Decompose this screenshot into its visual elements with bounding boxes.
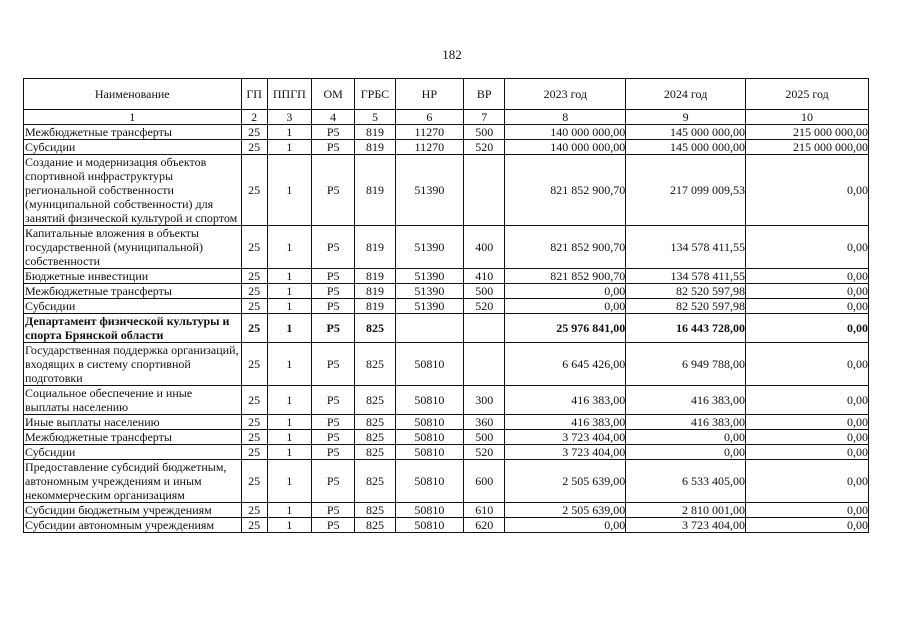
row-name: Межбюджетные трансферты (24, 125, 242, 140)
column-number: 2 (241, 110, 267, 125)
amount-2023: 416 383,00 (505, 386, 626, 415)
amount-2024: 6 533 405,00 (626, 460, 746, 503)
cell-grbs: 825 (355, 445, 395, 460)
cell-gp: 25 (241, 226, 267, 269)
cell-om: Р5 (312, 503, 355, 518)
cell-ppgp: 1 (267, 140, 311, 155)
cell-vr: 600 (464, 460, 505, 503)
cell-ppgp: 1 (267, 155, 311, 226)
column-header: 2024 год (626, 79, 746, 110)
row-name: Государственная поддержка организаций, входящих в систему спортивной подготовки (24, 343, 242, 386)
column-number: 9 (626, 110, 746, 125)
cell-grbs: 819 (355, 226, 395, 269)
cell-gp: 25 (241, 518, 267, 533)
cell-vr: 520 (464, 299, 505, 314)
cell-om: Р5 (312, 269, 355, 284)
table-row (24, 314, 869, 343)
row-name: Субсидии (24, 299, 242, 314)
amount-2025: 0,00 (746, 460, 869, 503)
row-name: Создание и модернизация объектов спортивной инфраструктуры региональной собственности (муниципальной собственности) для занятий физической культурой и спортом (24, 155, 242, 226)
cell-om: Р5 (312, 430, 355, 445)
cell-vr: 410 (464, 269, 505, 284)
cell-ppgp: 1 (267, 445, 311, 460)
amount-2024: 416 383,00 (626, 386, 746, 415)
table-body (24, 125, 869, 533)
cell-gp: 25 (241, 140, 267, 155)
cell-nr: 51390 (395, 269, 463, 284)
cell-vr: 500 (464, 125, 505, 140)
row-name: Субсидии (24, 445, 242, 460)
cell-ppgp: 1 (267, 460, 311, 503)
amount-2025: 0,00 (746, 518, 869, 533)
column-header: ОМ (312, 79, 355, 110)
table-row (24, 284, 869, 299)
cell-ppgp: 1 (267, 226, 311, 269)
column-number: 8 (505, 110, 626, 125)
cell-grbs: 825 (355, 386, 395, 415)
cell-vr (464, 343, 505, 386)
cell-om: Р5 (312, 518, 355, 533)
table-row (24, 460, 869, 503)
amount-2023: 140 000 000,00 (505, 125, 626, 140)
amount-2023: 6 645 426,00 (505, 343, 626, 386)
cell-gp: 25 (241, 445, 267, 460)
amount-2024: 82 520 597,98 (626, 284, 746, 299)
table-row (24, 503, 869, 518)
page-number: 182 (442, 47, 462, 62)
amount-2023: 2 505 639,00 (505, 503, 626, 518)
column-number: 4 (312, 110, 355, 125)
amount-2025: 0,00 (746, 503, 869, 518)
cell-grbs: 825 (355, 503, 395, 518)
amount-2023: 0,00 (505, 284, 626, 299)
cell-nr: 51390 (395, 155, 463, 226)
cell-vr: 360 (464, 415, 505, 430)
cell-gp: 25 (241, 314, 267, 343)
amount-2023: 821 852 900,70 (505, 155, 626, 226)
table-row (24, 269, 869, 284)
table-row (24, 415, 869, 430)
header-row (24, 79, 869, 110)
amount-2024: 134 578 411,55 (626, 226, 746, 269)
cell-vr: 610 (464, 503, 505, 518)
cell-grbs: 819 (355, 284, 395, 299)
cell-om: Р5 (312, 460, 355, 503)
amount-2025: 0,00 (746, 269, 869, 284)
cell-grbs: 825 (355, 415, 395, 430)
cell-om: Р5 (312, 226, 355, 269)
column-header: ГП (241, 79, 267, 110)
cell-om: Р5 (312, 415, 355, 430)
cell-om: Р5 (312, 155, 355, 226)
amount-2024: 0,00 (626, 430, 746, 445)
cell-ppgp: 1 (267, 299, 311, 314)
cell-vr: 520 (464, 445, 505, 460)
amount-2025: 0,00 (746, 386, 869, 415)
table-row (24, 445, 869, 460)
column-number: 3 (267, 110, 311, 125)
cell-grbs: 819 (355, 155, 395, 226)
amount-2025: 0,00 (746, 415, 869, 430)
table-row (24, 343, 869, 386)
cell-grbs: 819 (355, 269, 395, 284)
amount-2025: 0,00 (746, 155, 869, 226)
amount-2023: 821 852 900,70 (505, 226, 626, 269)
cell-gp: 25 (241, 299, 267, 314)
row-name: Департамент физической культуры и спорта Брянской области (24, 314, 242, 343)
column-header: Наименование (24, 79, 242, 110)
column-number: 7 (464, 110, 505, 125)
cell-grbs: 819 (355, 140, 395, 155)
cell-nr: 11270 (395, 125, 463, 140)
row-name: Межбюджетные трансферты (24, 284, 242, 299)
amount-2025: 0,00 (746, 430, 869, 445)
cell-grbs: 825 (355, 343, 395, 386)
amount-2025: 215 000 000,00 (746, 140, 869, 155)
cell-om: Р5 (312, 299, 355, 314)
amount-2023: 3 723 404,00 (505, 445, 626, 460)
amount-2024: 0,00 (626, 445, 746, 460)
column-number: 10 (746, 110, 869, 125)
amount-2025: 0,00 (746, 226, 869, 269)
amount-2025: 0,00 (746, 284, 869, 299)
amount-2024: 145 000 000,00 (626, 140, 746, 155)
row-name: Межбюджетные трансферты (24, 430, 242, 445)
cell-grbs: 825 (355, 430, 395, 445)
cell-om: Р5 (312, 343, 355, 386)
cell-vr: 500 (464, 284, 505, 299)
budget-table (23, 78, 869, 533)
cell-om: Р5 (312, 445, 355, 460)
amount-2024: 16 443 728,00 (626, 314, 746, 343)
cell-grbs: 825 (355, 518, 395, 533)
cell-om: Р5 (312, 284, 355, 299)
amount-2024: 6 949 788,00 (626, 343, 746, 386)
cell-gp: 25 (241, 503, 267, 518)
cell-gp: 25 (241, 430, 267, 445)
cell-nr: 50810 (395, 460, 463, 503)
amount-2025: 215 000 000,00 (746, 125, 869, 140)
amount-2024: 3 723 404,00 (626, 518, 746, 533)
column-header: 2023 год (505, 79, 626, 110)
cell-om: Р5 (312, 140, 355, 155)
table-row (24, 226, 869, 269)
cell-nr: 50810 (395, 518, 463, 533)
column-number-row (24, 110, 869, 125)
cell-vr: 400 (464, 226, 505, 269)
amount-2024: 134 578 411,55 (626, 269, 746, 284)
amount-2025: 0,00 (746, 299, 869, 314)
column-number: 6 (395, 110, 463, 125)
cell-grbs: 819 (355, 125, 395, 140)
row-name: Капитальные вложения в объекты государственной (муниципальной) собственности (24, 226, 242, 269)
cell-ppgp: 1 (267, 386, 311, 415)
amount-2023: 140 000 000,00 (505, 140, 626, 155)
cell-ppgp: 1 (267, 503, 311, 518)
cell-ppgp: 1 (267, 269, 311, 284)
cell-ppgp: 1 (267, 430, 311, 445)
amount-2023: 3 723 404,00 (505, 430, 626, 445)
row-name: Субсидии (24, 140, 242, 155)
amount-2024: 145 000 000,00 (626, 125, 746, 140)
cell-nr: 51390 (395, 299, 463, 314)
cell-nr: 50810 (395, 415, 463, 430)
row-name: Бюджетные инвестиции (24, 269, 242, 284)
row-name: Социальное обеспечение и иные выплаты населению (24, 386, 242, 415)
cell-vr: 500 (464, 430, 505, 445)
cell-gp: 25 (241, 343, 267, 386)
table-row (24, 299, 869, 314)
cell-nr: 50810 (395, 343, 463, 386)
column-header: 2025 год (746, 79, 869, 110)
amount-2024: 416 383,00 (626, 415, 746, 430)
cell-gp: 25 (241, 155, 267, 226)
cell-gp: 25 (241, 386, 267, 415)
amount-2024: 2 810 001,00 (626, 503, 746, 518)
cell-nr (395, 314, 463, 343)
column-header: ВР (464, 79, 505, 110)
cell-ppgp: 1 (267, 284, 311, 299)
cell-gp: 25 (241, 460, 267, 503)
cell-gp: 25 (241, 284, 267, 299)
cell-om: Р5 (312, 125, 355, 140)
cell-gp: 25 (241, 269, 267, 284)
amount-2024: 82 520 597,98 (626, 299, 746, 314)
column-header: ППГП (267, 79, 311, 110)
column-header: НР (395, 79, 463, 110)
amount-2023: 821 852 900,70 (505, 269, 626, 284)
table-row (24, 386, 869, 415)
cell-om: Р5 (312, 386, 355, 415)
amount-2023: 416 383,00 (505, 415, 626, 430)
cell-ppgp: 1 (267, 125, 311, 140)
row-name: Предоставление субсидий бюджетным, автономным учреждениям и иным некоммерческим организациям (24, 460, 242, 503)
cell-gp: 25 (241, 125, 267, 140)
cell-nr: 50810 (395, 503, 463, 518)
table-row (24, 518, 869, 533)
cell-gp: 25 (241, 415, 267, 430)
cell-vr (464, 155, 505, 226)
cell-nr: 51390 (395, 284, 463, 299)
cell-om: Р5 (312, 314, 355, 343)
amount-2024: 217 099 009,53 (626, 155, 746, 226)
amount-2023: 0,00 (505, 299, 626, 314)
row-name: Иные выплаты населению (24, 415, 242, 430)
cell-vr: 520 (464, 140, 505, 155)
amount-2025: 0,00 (746, 343, 869, 386)
amount-2025: 0,00 (746, 445, 869, 460)
amount-2023: 2 505 639,00 (505, 460, 626, 503)
cell-ppgp: 1 (267, 343, 311, 386)
cell-vr: 620 (464, 518, 505, 533)
cell-vr (464, 314, 505, 343)
cell-grbs: 825 (355, 314, 395, 343)
column-number: 1 (24, 110, 242, 125)
cell-nr: 50810 (395, 430, 463, 445)
amount-2025: 0,00 (746, 314, 869, 343)
cell-ppgp: 1 (267, 314, 311, 343)
table-row (24, 430, 869, 445)
cell-ppgp: 1 (267, 415, 311, 430)
cell-ppgp: 1 (267, 518, 311, 533)
amount-2023: 25 976 841,00 (505, 314, 626, 343)
cell-nr: 50810 (395, 386, 463, 415)
cell-grbs: 825 (355, 460, 395, 503)
table-row (24, 140, 869, 155)
cell-nr: 11270 (395, 140, 463, 155)
table-row (24, 125, 869, 140)
cell-grbs: 819 (355, 299, 395, 314)
amount-2023: 0,00 (505, 518, 626, 533)
column-number: 5 (355, 110, 395, 125)
row-name: Субсидии бюджетным учреждениям (24, 503, 242, 518)
cell-nr: 51390 (395, 226, 463, 269)
table-row (24, 155, 869, 226)
cell-nr: 50810 (395, 445, 463, 460)
column-header: ГРБС (355, 79, 395, 110)
row-name: Субсидии автономным учреждениям (24, 518, 242, 533)
cell-vr: 300 (464, 386, 505, 415)
